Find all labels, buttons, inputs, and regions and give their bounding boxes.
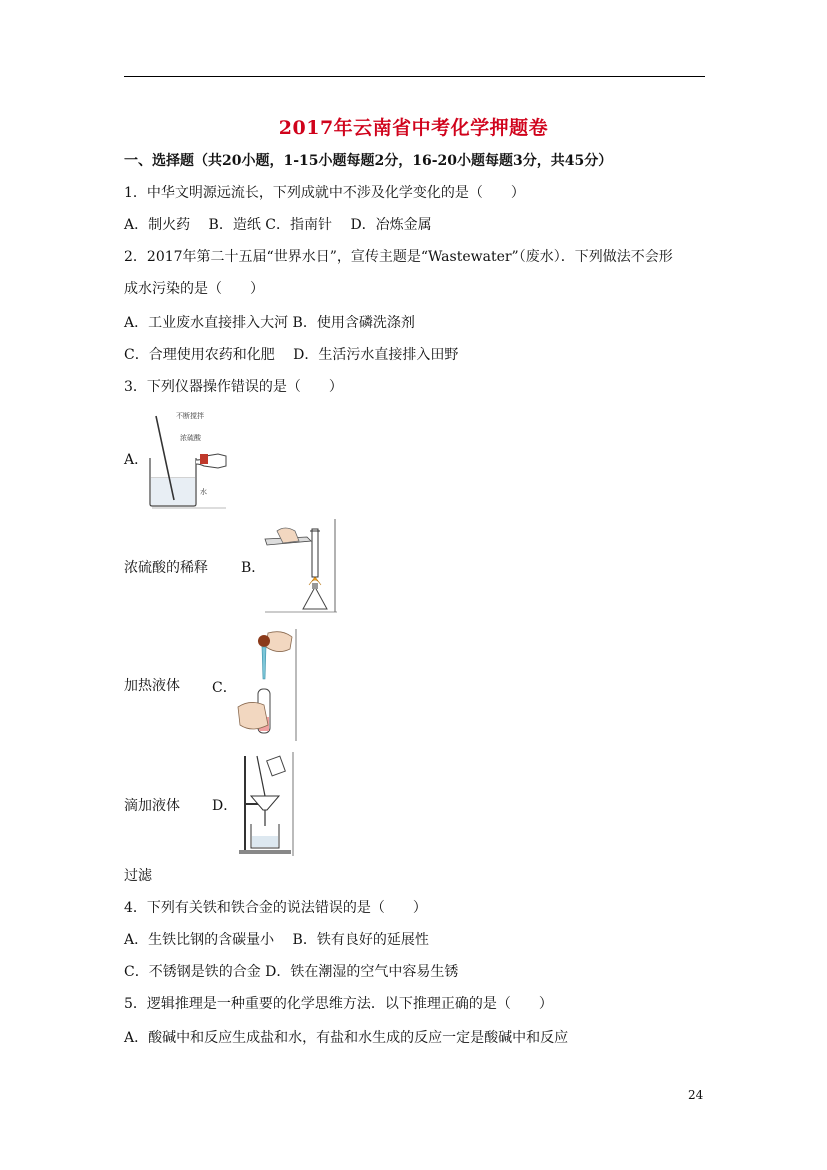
q3-label-d: D． [212, 798, 238, 814]
page-title: 2017年云南省中考化学押题卷 [278, 117, 549, 139]
q3-caption-a: 浓硫酸的稀释 [124, 560, 208, 576]
section-heading: 一、选择题（共20小题，1-15小题每题2分，16-20小题每题3分，共45分） [124, 153, 613, 169]
page-number: 24 [688, 1088, 704, 1102]
figure-acid-dilution [146, 408, 230, 510]
q2-stem-line1: 2．2017年第二十五届“世界水日”，宣传主题是“Wastewater”（废水）．下列做法不会形 [124, 249, 673, 265]
q3-caption-b: 加热液体 [124, 678, 180, 694]
figure-dropping-liquid [234, 629, 298, 741]
q4-options-ab: A．生铁比钢的含碳量小 B．铁有良好的延展性 [124, 932, 429, 948]
header-rule [124, 76, 705, 77]
q3-label-b: B． [241, 560, 266, 576]
fig-a-label-water: 水 [200, 488, 207, 496]
q2-options-cd: C．合理使用农药和化肥 D．生活污水直接排入田野 [124, 347, 459, 363]
q3-label-a: A． [124, 452, 149, 468]
q2-stem-line2: 成水污染的是（ ） [124, 281, 264, 297]
figure-filtration [235, 752, 295, 856]
q4-options-cd: C．不锈钢是铁的合金 D．铁在潮湿的空气中容易生锈 [124, 964, 459, 980]
q5-stem: 5．逻辑推理是一种重要的化学思维方法．以下推理正确的是（ ） [124, 996, 553, 1012]
q4-stem: 4．下列有关铁和铁合金的说法错误的是（ ） [124, 900, 427, 916]
q2-options-ab: A．工业废水直接排入大河 B．使用含磷洗涤剂 [124, 315, 415, 331]
figure-heating-liquid [263, 519, 338, 613]
fig-a-label-stir: 不断搅拌 [176, 412, 204, 420]
q3-stem: 3．下列仪器操作错误的是（ ） [124, 379, 343, 395]
fig-a-label-acid: 浓硫酸 [180, 434, 201, 442]
q5-option-a: A．酸碱中和反应生成盐和水，有盐和水生成的反应一定是酸碱中和反应 [124, 1030, 569, 1046]
q1-options: A．制火药 B．造纸 C．指南针 D．冶炼金属 [124, 217, 432, 233]
q3-label-c: C． [212, 680, 237, 696]
q3-caption-c: 滴加液体 [124, 798, 180, 814]
q3-caption-d: 过滤 [124, 868, 152, 884]
q1-stem: 1．中华文明源远流长，下列成就中不涉及化学变化的是（ ） [124, 185, 525, 201]
